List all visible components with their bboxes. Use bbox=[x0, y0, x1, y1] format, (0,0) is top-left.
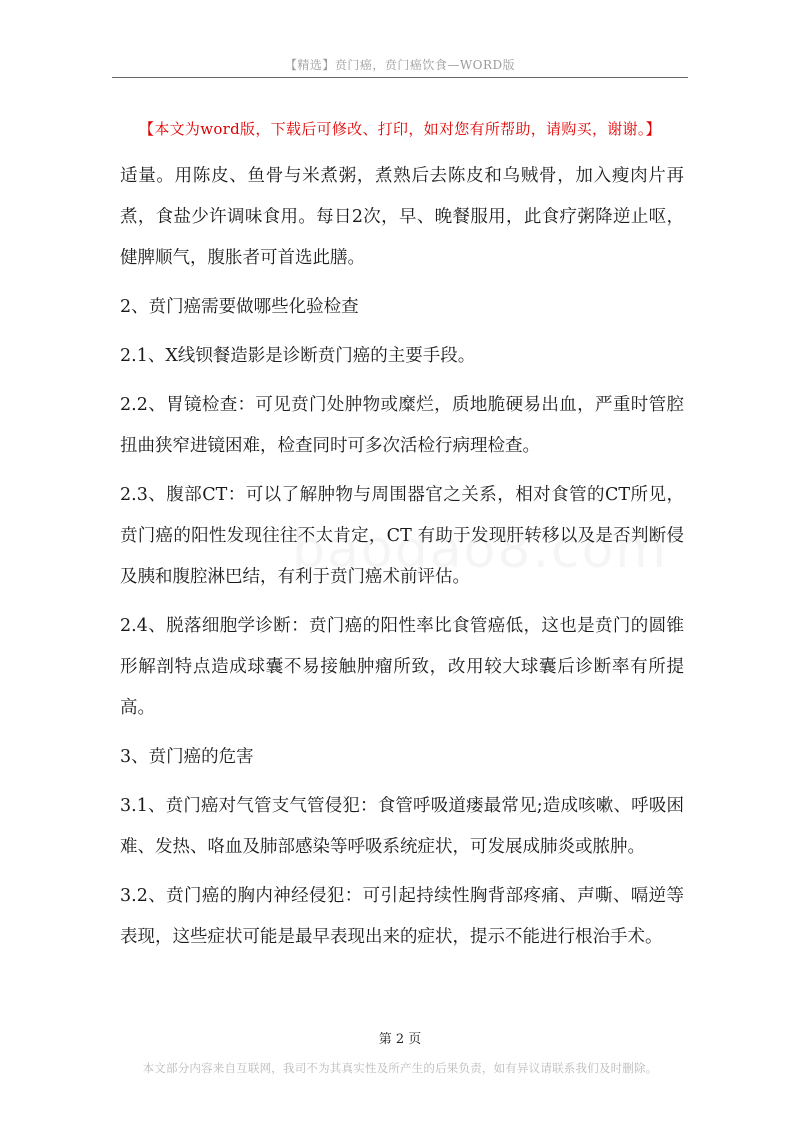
page-header: 【精选】贲门癌，贲门癌饮食—WORD版 bbox=[284, 58, 516, 72]
purchase-notice: 【本文为word版，下载后可修改、打印，如对您有所帮助，请购买，谢谢。】 bbox=[139, 120, 661, 138]
section-heading-lab-tests: 2、贲门癌需要做哪些化验检查 bbox=[120, 297, 359, 317]
paragraph-nerve-invasion: 3.2、贲门癌的胸内神经侵犯：可引起持续性胸背部疼痛、声嘶、嗝逆等表现，这些症状可能是最早表现出来的症状，提示不能进行根治手术。 bbox=[120, 886, 684, 947]
paragraph-abdominal-ct: 2.3、腹部CT：可以了解肿物与周围器官之关系，相对食管的CT所见，贲门癌的阳性发现往往不太肯定，CT 有助于发现肝转移以及是否判断侵及胰和腹腔淋巴结，有利于贲门癌术前评估。 bbox=[120, 485, 684, 587]
paragraph-gastroscopy: 2.2、胃镜检查：可见贲门处肿物或糜烂，质地脆硬易出血，严重时管腔扭曲狭窄进镜困难，检查同时可多次活检行病理检查。 bbox=[120, 395, 684, 456]
section-heading-harms: 3、贲门癌的危害 bbox=[120, 747, 254, 767]
paragraph-barium-xray: 2.1、X线钡餐造影是诊断贲门癌的主要手段。 bbox=[120, 346, 476, 366]
paragraph-congee-recipe: 适量。用陈皮、鱼骨与米煮粥，煮熟后去陈皮和乌贼骨，加入瘦肉片再煮，食盐少许调味食用。每日2次，早、晚餐服用，此食疗粥降逆止呕，健脾顺气，腹胀者可首选此膳。 bbox=[120, 166, 684, 268]
footer-disclaimer: 本文部分内容来自互联网，我司不为其真实性及所产生的后果负责，如有异议请联系我们及时删除。 bbox=[142, 1061, 658, 1075]
document-body bbox=[120, 156, 684, 966]
paragraph-airway-invasion: 3.1、贲门癌对气管支气管侵犯：食管呼吸道瘘最常见;造成咳嗽、呼吸困难、发热、咯血及肺部感染等呼吸系统症状，可发展成肺炎或脓肿。 bbox=[120, 796, 684, 857]
header-divider bbox=[112, 77, 688, 78]
page-number: 第 2 页 bbox=[378, 1032, 422, 1047]
paragraph-cytology: 2.4、脱落细胞学诊断：贲门癌的阳性率比食管癌低，这也是贲门的圆锥形解剖特点造成球囊不易接触肿瘤所致，改用较大球囊后诊断率有所提高。 bbox=[120, 616, 684, 718]
